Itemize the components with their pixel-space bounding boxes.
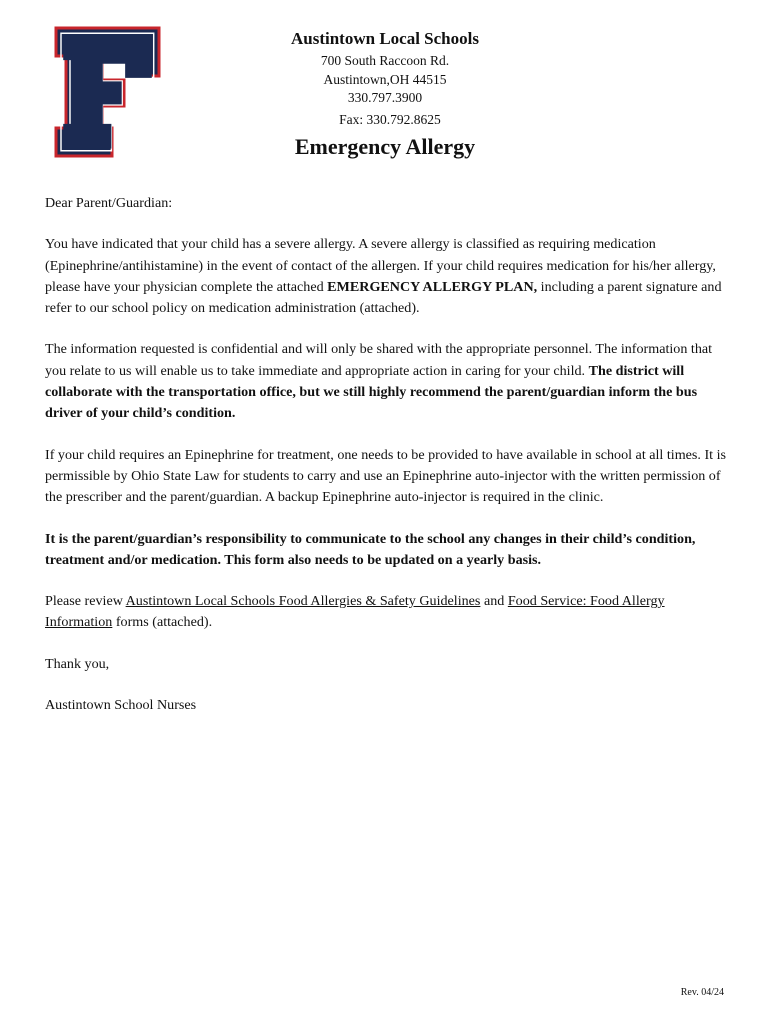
logo-letter-body <box>63 35 152 148</box>
paragraph-text: Please review <box>45 593 126 610</box>
paragraph-text: including a parent signature and refer to our school policy on medication administration (attached). <box>45 278 722 317</box>
emergency-plan-emphasis: EMERGENCY ALLERGY PLAN, <box>327 278 538 295</box>
paragraph-text: The information requested is confidential and will only be shared with the appropriate personnel. The information that you relate to us will enable us to take immediate and appropriate action in caring for your child. <box>45 341 713 379</box>
food-allergies-guidelines-link[interactable]: Austintown Local Schools Food Allergies & Safety Guidelines <box>125 593 481 610</box>
f-letter-logo-icon <box>54 26 162 158</box>
school-f-logo <box>54 26 162 158</box>
paragraph-responsibility <box>45 529 730 572</box>
document-title: Emergency Allergy <box>294 134 476 159</box>
signature: Austintown School Nurses <box>45 697 197 714</box>
phone-number: 330.797.3900 <box>347 90 423 105</box>
fax-number: Fax: 330.792.8625 <box>339 111 441 127</box>
paragraph-epinephrine: If your child requires an Epinephrine for treatment, one needs to be provided to have available in school at all times. It is permissible by Ohio State Law for students to carry and use an Epinephrine auto-injector with the written permission of the prescriber and the parent/guardian. A backup Epinephrine auto-injector is required in the clinic. <box>45 446 726 506</box>
paragraph-review <box>45 591 730 634</box>
food-service-allergy-info-link[interactable]: Food Service: Food Allergy Information <box>45 593 665 631</box>
responsibility-emphasis: It is the parent/guardian’s responsibility to communicate to the school any changes in their child’s condition, treatment and/or medication. This form also needs to be updated on a yearly basis. <box>45 530 696 568</box>
closing: Thank you, <box>45 655 110 672</box>
revision-date: Rev. 04/24 <box>680 987 724 998</box>
paragraph-text: You have indicated that your child has a severe allergy. A severe allergy is classified as requiring medication (Epinephrine/antihistamine) in the event of contact of the allergen. If your child requires medication for his/her allergy, please have your physician complete the attached <box>45 236 716 295</box>
paragraph-text: forms (attached). <box>112 614 213 631</box>
letterhead <box>232 28 538 129</box>
school-name: Austintown Local Schools <box>291 29 479 48</box>
transportation-emphasis: The district will collaborate with the transportation office, but we still highly recommend the parent/guardian inform the bus driver of your child’s condition. <box>45 362 698 422</box>
city-state-zip: Austintown,OH 44515 <box>323 71 447 87</box>
paragraph-severe-allergy <box>45 234 730 319</box>
paragraph-confidential <box>45 339 730 424</box>
street-address: 700 South Raccoon Rd. <box>320 53 450 68</box>
paragraph-text: and <box>480 593 508 610</box>
letter-body <box>45 193 730 736</box>
salutation: Dear Parent/Guardian: <box>45 195 173 211</box>
